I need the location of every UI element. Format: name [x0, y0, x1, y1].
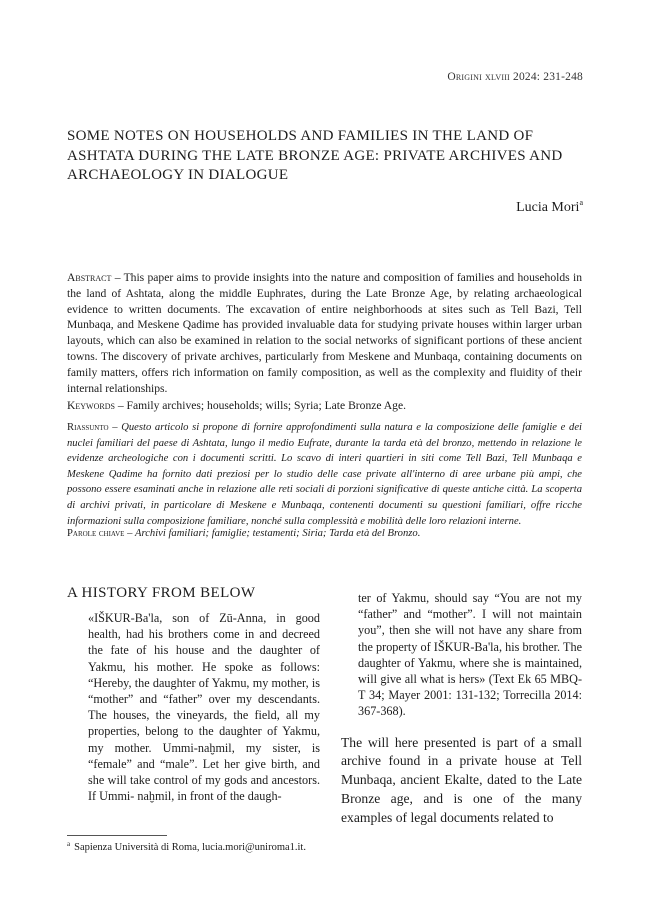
footnote	[67, 840, 306, 853]
keywords-text: – Family archives; households; wills; Syria; Late Bronze Age.	[114, 399, 407, 412]
author-affiliation-marker: a	[579, 198, 583, 207]
footnote-marker: a	[67, 840, 71, 848]
article-title: SOME NOTES ON HOUSEHOLDS AND FAMILIES IN THE LAND OF ASHTATA DURING THE LATE BRONZE AGE: PRIVATE ARCHIVES AND ARCHAEOLOGY IN DIALOGUE	[67, 128, 563, 183]
abstract	[67, 270, 582, 396]
left-column	[67, 585, 322, 804]
right-column	[341, 590, 582, 828]
parole-chiave-text: Archivi familiari; famiglie; testamenti; Siria; Tarda età del Bronzo.	[135, 528, 421, 539]
parole-chiave-dash: –	[124, 528, 136, 539]
footnote-rule	[67, 835, 167, 836]
keywords-label: Keywords	[67, 399, 115, 412]
section-heading: A HISTORY FROM BELOW	[67, 585, 256, 601]
riassunto-dash: –	[108, 422, 122, 433]
parole-chiave	[67, 528, 582, 539]
author-line	[516, 198, 583, 216]
riassunto	[67, 420, 582, 529]
author-name: Lucia Mori	[516, 200, 580, 215]
riassunto-label: Riassunto	[67, 422, 109, 433]
running-header	[447, 71, 583, 83]
issue-pages: 2024: 231-248	[509, 71, 583, 83]
riassunto-text: Questo articolo si propone di fornire approfondimenti sulla natura e la composizione delle famiglie e dei nuclei familiari del paese di Ashtata, lungo il medio Eufrate, durante la tarda età del bronzo, mettendo in relazione le evidenze archeologiche con i documenti scritti. Lo scavo di interi quartieri in siti come Tell Bazi, Tell Munbaqa e Meskene Qadime ha fornito dati preziosi per lo studio delle case private all'interno di aree urbane più ampi, che possono essere esaminati anche in relazione alle reti sociali di porzioni significative di queste antiche città. La scoperta di archivi privati, in particolare di Meskene e Munbaqa, contenenti documenti su questioni familiari, offre ricche informazioni sulla composizione familiare, nonché sulla complessità e mobilità delle loro relazioni interne.	[67, 422, 582, 527]
footnote-text: Sapienza Università di Roma, lucia.mori@uniroma1.it.	[74, 842, 306, 853]
abstract-label: Abstract	[67, 271, 112, 284]
abstract-text: – This paper aims to provide insights into the nature and composition of families and households in the land of Ashtata, along the middle Euphrates, during the Late Bronze Age, by relating archaeological evidence to written documents. The excavation of entire neighborhoods at sites such as Tell Bazi, Tell Munbaqa, and Meskene Qadime has provided invaluable data for studying private houses within larger urban layouts, which can also be examined in relation to the social networks of significant portions of these ancient towns. The discovery of private archives, particularly from Meskene and Munbaqa, containing documents on family matters, offers rich information on family composition, as well as the complexity and fluidity of their internal relationships.	[67, 271, 582, 395]
keywords	[67, 399, 582, 412]
parole-chiave-label: Parole chiave	[67, 528, 125, 539]
quote-part2: ter of Yakmu, should say “You are not my “father” and “mother”. I will not maintain you”, then she will not have any share from the property of IŠKUR-Ba'la, his brother. The daughter of Yakmu, where she is maintained, will give all what is hers» (Text Ek 65 MBQ-T 34; Mayer 2001: 131-132; Torrecilla 2014: 367-368).	[358, 591, 582, 719]
journal-name: Origini xlviii	[447, 71, 510, 83]
quote-part1: «IŠKUR-Ba'la, son of Zū-Anna, in good health, had his brothers come in and decreed the fate of his house and the daughter of Yakmu, his mother. He spoke as follows: “Hereby, the daughter of Yakmu, my mother, is “mother” and “father” over my descendants. The houses, the vineyards, the field, all my properties, belong to the daughter of Yakmu, my mother. Ummi-naḫmil, my sister, is “female” and “male”. Let her give birth, and she will take control of my gods and ancestors. If Ummi- naḫmil, in front of the daugh-	[88, 611, 320, 804]
body-paragraph: The will here presented is part of a small archive found in a private house at Tell Munbaqa, ancient Ekalte, dated to the Late Bronze age, and is one of the many examples of legal documents related to	[341, 734, 582, 825]
